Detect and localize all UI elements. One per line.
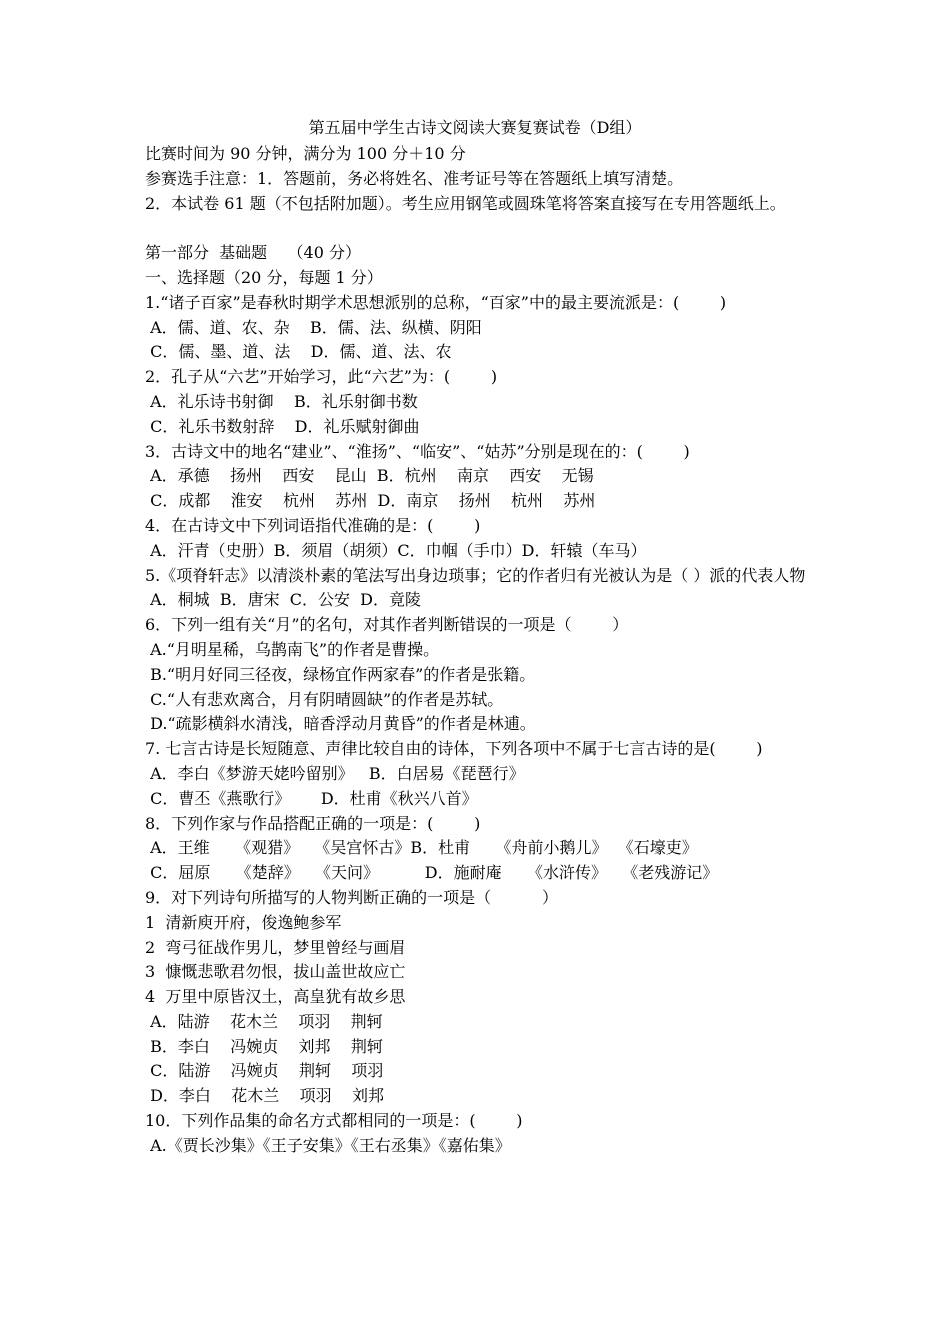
option-line: B.“明月好同三径夜，绿杨宜作两家春”的作者是张籍。 (145, 664, 536, 684)
option-line: A．儒、道、农、杂 B．儒、法、纵横、阴阳 (145, 317, 482, 337)
option-line: A．承德 扬州 西安 昆山 B．杭州 南京 西安 无锡 (145, 466, 594, 486)
question-line: 7. 七言古诗是长短随意、声律比较自由的诗体，下列各项中不属于七言古诗的是( ) (145, 739, 763, 759)
option-line: A．礼乐诗书射御 B．礼乐射御书数 (145, 391, 418, 411)
question-line: 6．下列一组有关“月”的名句，对其作者判断错误的一项是（ ） (145, 615, 629, 635)
intro-line: 参赛选手注意：1．答题前，务必将姓名、准考证号等在答题纸上填写清楚。 (145, 168, 684, 188)
question-line: 4．在古诗文中下列词语指代准确的是：( ) (145, 515, 481, 535)
option-line: A．李白《梦游天姥吟留别》 B．白居易《琵琶行》 (145, 763, 525, 783)
option-line: A.“月明星稀，乌鹊南飞”的作者是曹操。 (145, 639, 440, 659)
verse-line: 3 慷慨悲歌君勿恨，拔山盖世故应亡 (145, 962, 406, 982)
option-line: C.“人有悲欢离合，月有阴晴圆缺”的作者是苏轼。 (145, 689, 504, 709)
exam-title: 第五届中学生古诗文阅读大赛复赛试卷（D组） (308, 118, 642, 137)
option-line: C．儒、墨、道、法 D．儒、道、法、农 (145, 342, 452, 362)
option-line: C．成都 淮安 杭州 苏州 D．南京 扬州 杭州 苏州 (145, 491, 596, 511)
option-line: A．汗青（史册）B．须眉（胡须）C．巾帼（手巾）D．轩辕（车马） (145, 540, 647, 560)
option-line: D.“疏影横斜水清浅，暗香浮动月黄昏”的作者是林逋。 (145, 714, 536, 734)
option-line: A．陆游 花木兰 项羽 荆轲 (145, 1011, 383, 1031)
option-line: D．李白 花木兰 项羽 刘邦 (145, 1086, 384, 1106)
question-line: 8．下列作家与作品搭配正确的一项是：( ) (145, 813, 481, 833)
option-line: B．李白 冯婉贞 刘邦 荆轲 (145, 1036, 383, 1056)
spacer (145, 216, 815, 241)
option-line: C．屈原 《楚辞》 《天问》 D．施耐庵 《水浒传》 《老残游记》 (145, 863, 719, 883)
option-line: C．陆游 冯婉贞 荆轲 项羽 (145, 1061, 384, 1081)
question-line: 3．古诗文中的地名“建业”、“淮扬”、“临安”、“姑苏”分别是现在的：( ) (145, 441, 690, 461)
section-heading: 第一部分 基础题 （40 分） (145, 243, 361, 263)
verse-line: 2 弯弓征战作男儿，梦里曾经与画眉 (145, 937, 406, 957)
question-line: 5.《项脊轩志》以清淡朴素的笔法写出身边琐事；它的作者归有光被认为是（ ）派的代表人物 (145, 565, 806, 585)
question-line: 10．下列作品集的命名方式都相同的一项是：( ) (145, 1111, 523, 1131)
question-line: 2．孔子从“六艺”开始学习，此“六艺”为：( ) (145, 367, 498, 387)
subsection-heading: 一、选择题（20 分，每题 1 分） (145, 267, 383, 287)
verse-line: 1 清新庾开府，俊逸鲍参军 (145, 912, 342, 932)
option-line: C．礼乐书数射辞 D．礼乐赋射御曲 (145, 416, 420, 436)
verse-line: 4 万里中原皆汉土，高皇犹有故乡思 (145, 987, 406, 1007)
option-line: A．王维 《观猎》 《吴宫怀古》B．杜甫 《舟前小鹅儿》 《石壕吏》 (145, 838, 698, 858)
option-line: C．曹丕《燕歌行》 D．杜甫《秋兴八首》 (145, 788, 478, 808)
option-line: A．桐城 B．唐宋 C．公安 D．竟陵 (145, 590, 421, 610)
intro-line: 2．本试卷 61 题（不包括附加题）。考生应用钢笔或圆珠笔将答案直接写在专用答题纸上。 (145, 193, 786, 213)
question-line: 9．对下列诗句所描写的人物判断正确的一项是（ ） (145, 887, 559, 907)
option-line: A.《贾长沙集》《王子安集》《王右丞集》《嘉佑集》 (145, 1135, 511, 1155)
intro-line: 比赛时间为 90 分钟，满分为 100 分＋10 分 (145, 144, 466, 163)
exam-body (145, 142, 815, 1159)
question-line: 1.“诸子百家”是春秋时期学术思想派别的总称，“百家”中的最主要流派是：( ) (145, 292, 727, 312)
